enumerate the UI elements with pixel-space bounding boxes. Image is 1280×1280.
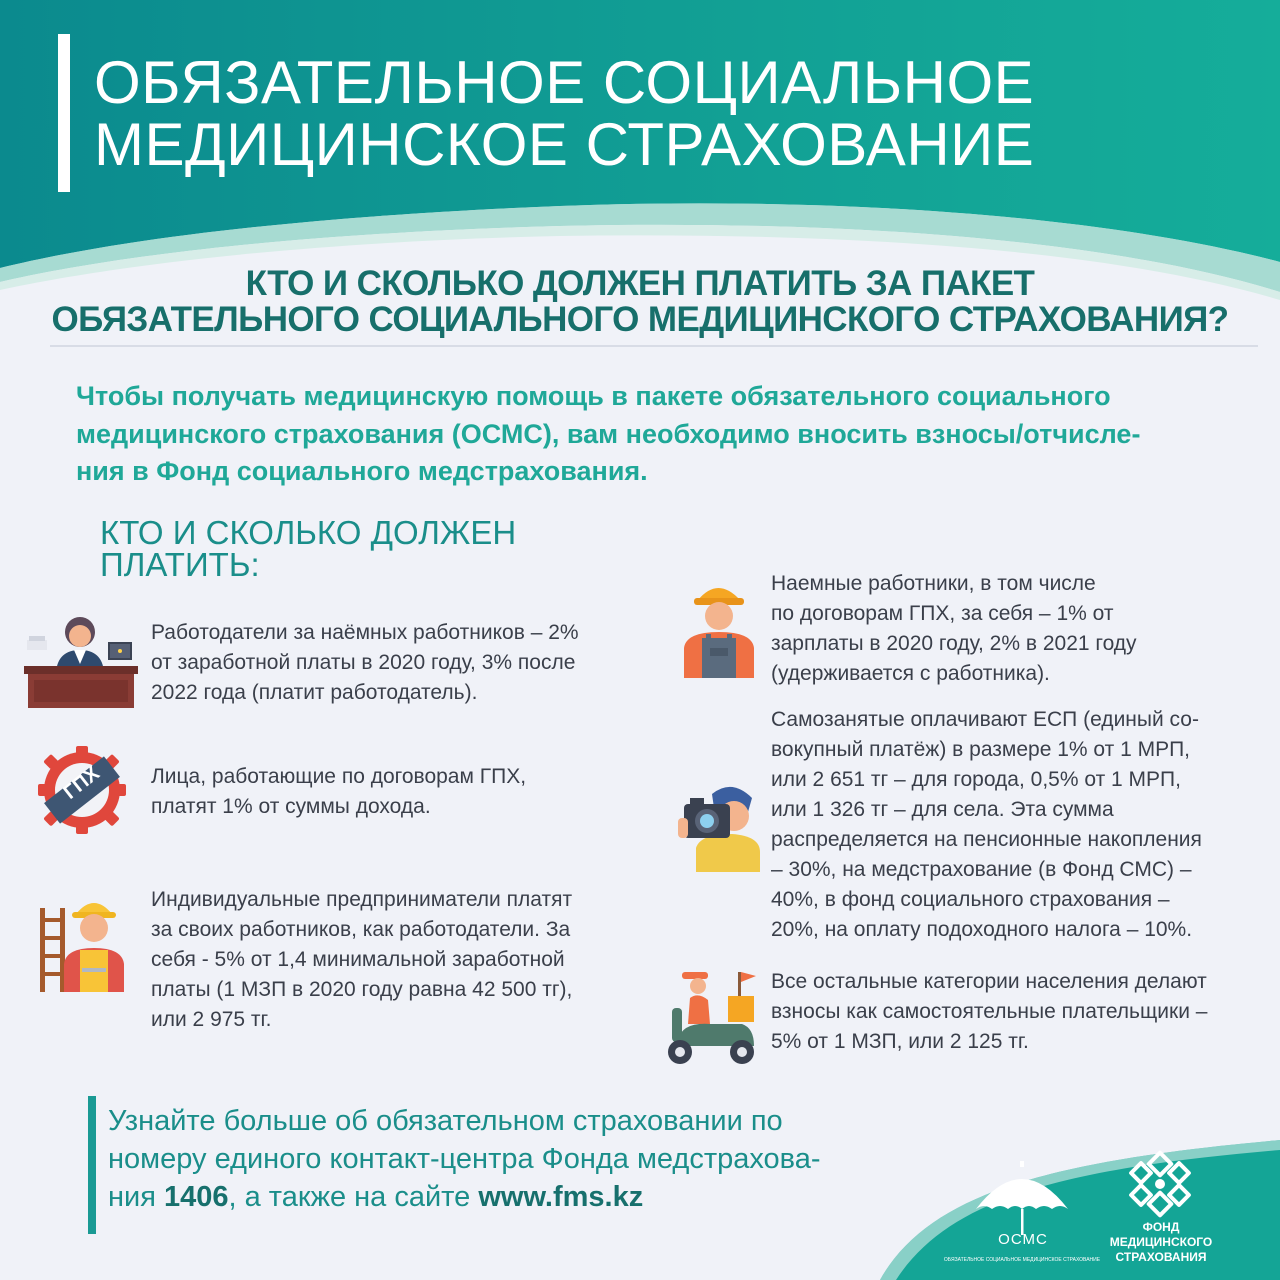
footer-info: Узнайте больше об обязательном страховании по номеру единого контакт-центра Фонда медстрахова- ния 1406, а также на сайте www.fms.kz <box>108 1105 821 1213</box>
employers-text: Работодатели за наёмных работников – 2% от заработной платы в 2020 году, 3% после 2022 года (платит работодатель). <box>151 621 579 704</box>
osms-umbrella-logo <box>943 1155 1101 1270</box>
osms-logo-text: ОСМС <box>998 1231 1048 1248</box>
gph-text: Лица, работающие по договорам ГПХ, платят 1% от суммы дохода. <box>151 765 527 818</box>
gph-badge-label: ГПХ <box>59 762 104 804</box>
page-title: ОБЯЗАТЕЛЬНОЕ СОЦИАЛЬНОЕ МЕДИЦИНСКОЕ СТРАХОВАНИЕ <box>94 49 1035 178</box>
osms-caption: ОБЯЗАТЕЛЬНОЕ СОЦИАЛЬНОЕ МЕДИЦИНСКОЕ СТРАХОВАНИЕ <box>943 1257 1101 1263</box>
intro-paragraph: Чтобы получать медицинскую помощь в пакете обязательного социального медицинского страхования (ОСМС), вам необходимо вносить взносы/отчисле- ния в Фонд социального медстрахования. <box>76 381 1141 486</box>
hired-workers-text: Наемные работники, в том числе по договорам ГПХ, за себя – 1% от зарплаты в 2020 году, 2% в 2021 году (удерживается с работника). <box>771 572 1137 685</box>
others-text: Все остальные категории населения делают взносы как самостоятельные плательщики – 5% от 1 МЗП, или 2 125 тг. <box>771 970 1208 1053</box>
entrepreneurs-text: Индивидуальные предприниматели платят за своих работников, как работодатели. За себя - 5% от 1,4 минимальной заработной платы (1 МЗП в 2020 году равна 42 500 тг), или 2 975 тг. <box>151 888 573 1031</box>
fund-snowflake-logo <box>1128 1152 1192 1216</box>
fund-logo-text: ФОНД МЕДИЦИНСКОГО СТРАХОВАНИЯ <box>1109 1220 1213 1264</box>
self-employed-text: Самозанятые оплачивают ЕСП (единый со- вокупный платёж) в размере 1% от 1 МРП, или 2 651 тг – для города, 0,5% от 1 МРП, или 1 326 тг – для села. Эта сумма распределяется на пенсионные накопления – 30%, на медстрахование (в Фонд СМС) – 40%, в фонд социального страхования – 20%, на оплату подоходного налога – 10%. <box>771 708 1202 941</box>
footer-accent-bar <box>88 1096 96 1234</box>
section-title: КТО И СКОЛЬКО ДОЛЖЕН ПЛАТИТЬ: <box>100 514 517 583</box>
question-heading: КТО И СКОЛЬКО ДОЛЖЕН ПЛАТИТЬ ЗА ПАКЕТ ОБЯЗАТЕЛЬНОГО СОЦИАЛЬНОГО МЕДИЦИНСКОГО СТРАХОВАНИЯ? <box>51 264 1229 339</box>
contact-phone[interactable]: 1406 <box>163 1181 229 1213</box>
website-link[interactable]: www.fms.kz <box>478 1181 644 1213</box>
